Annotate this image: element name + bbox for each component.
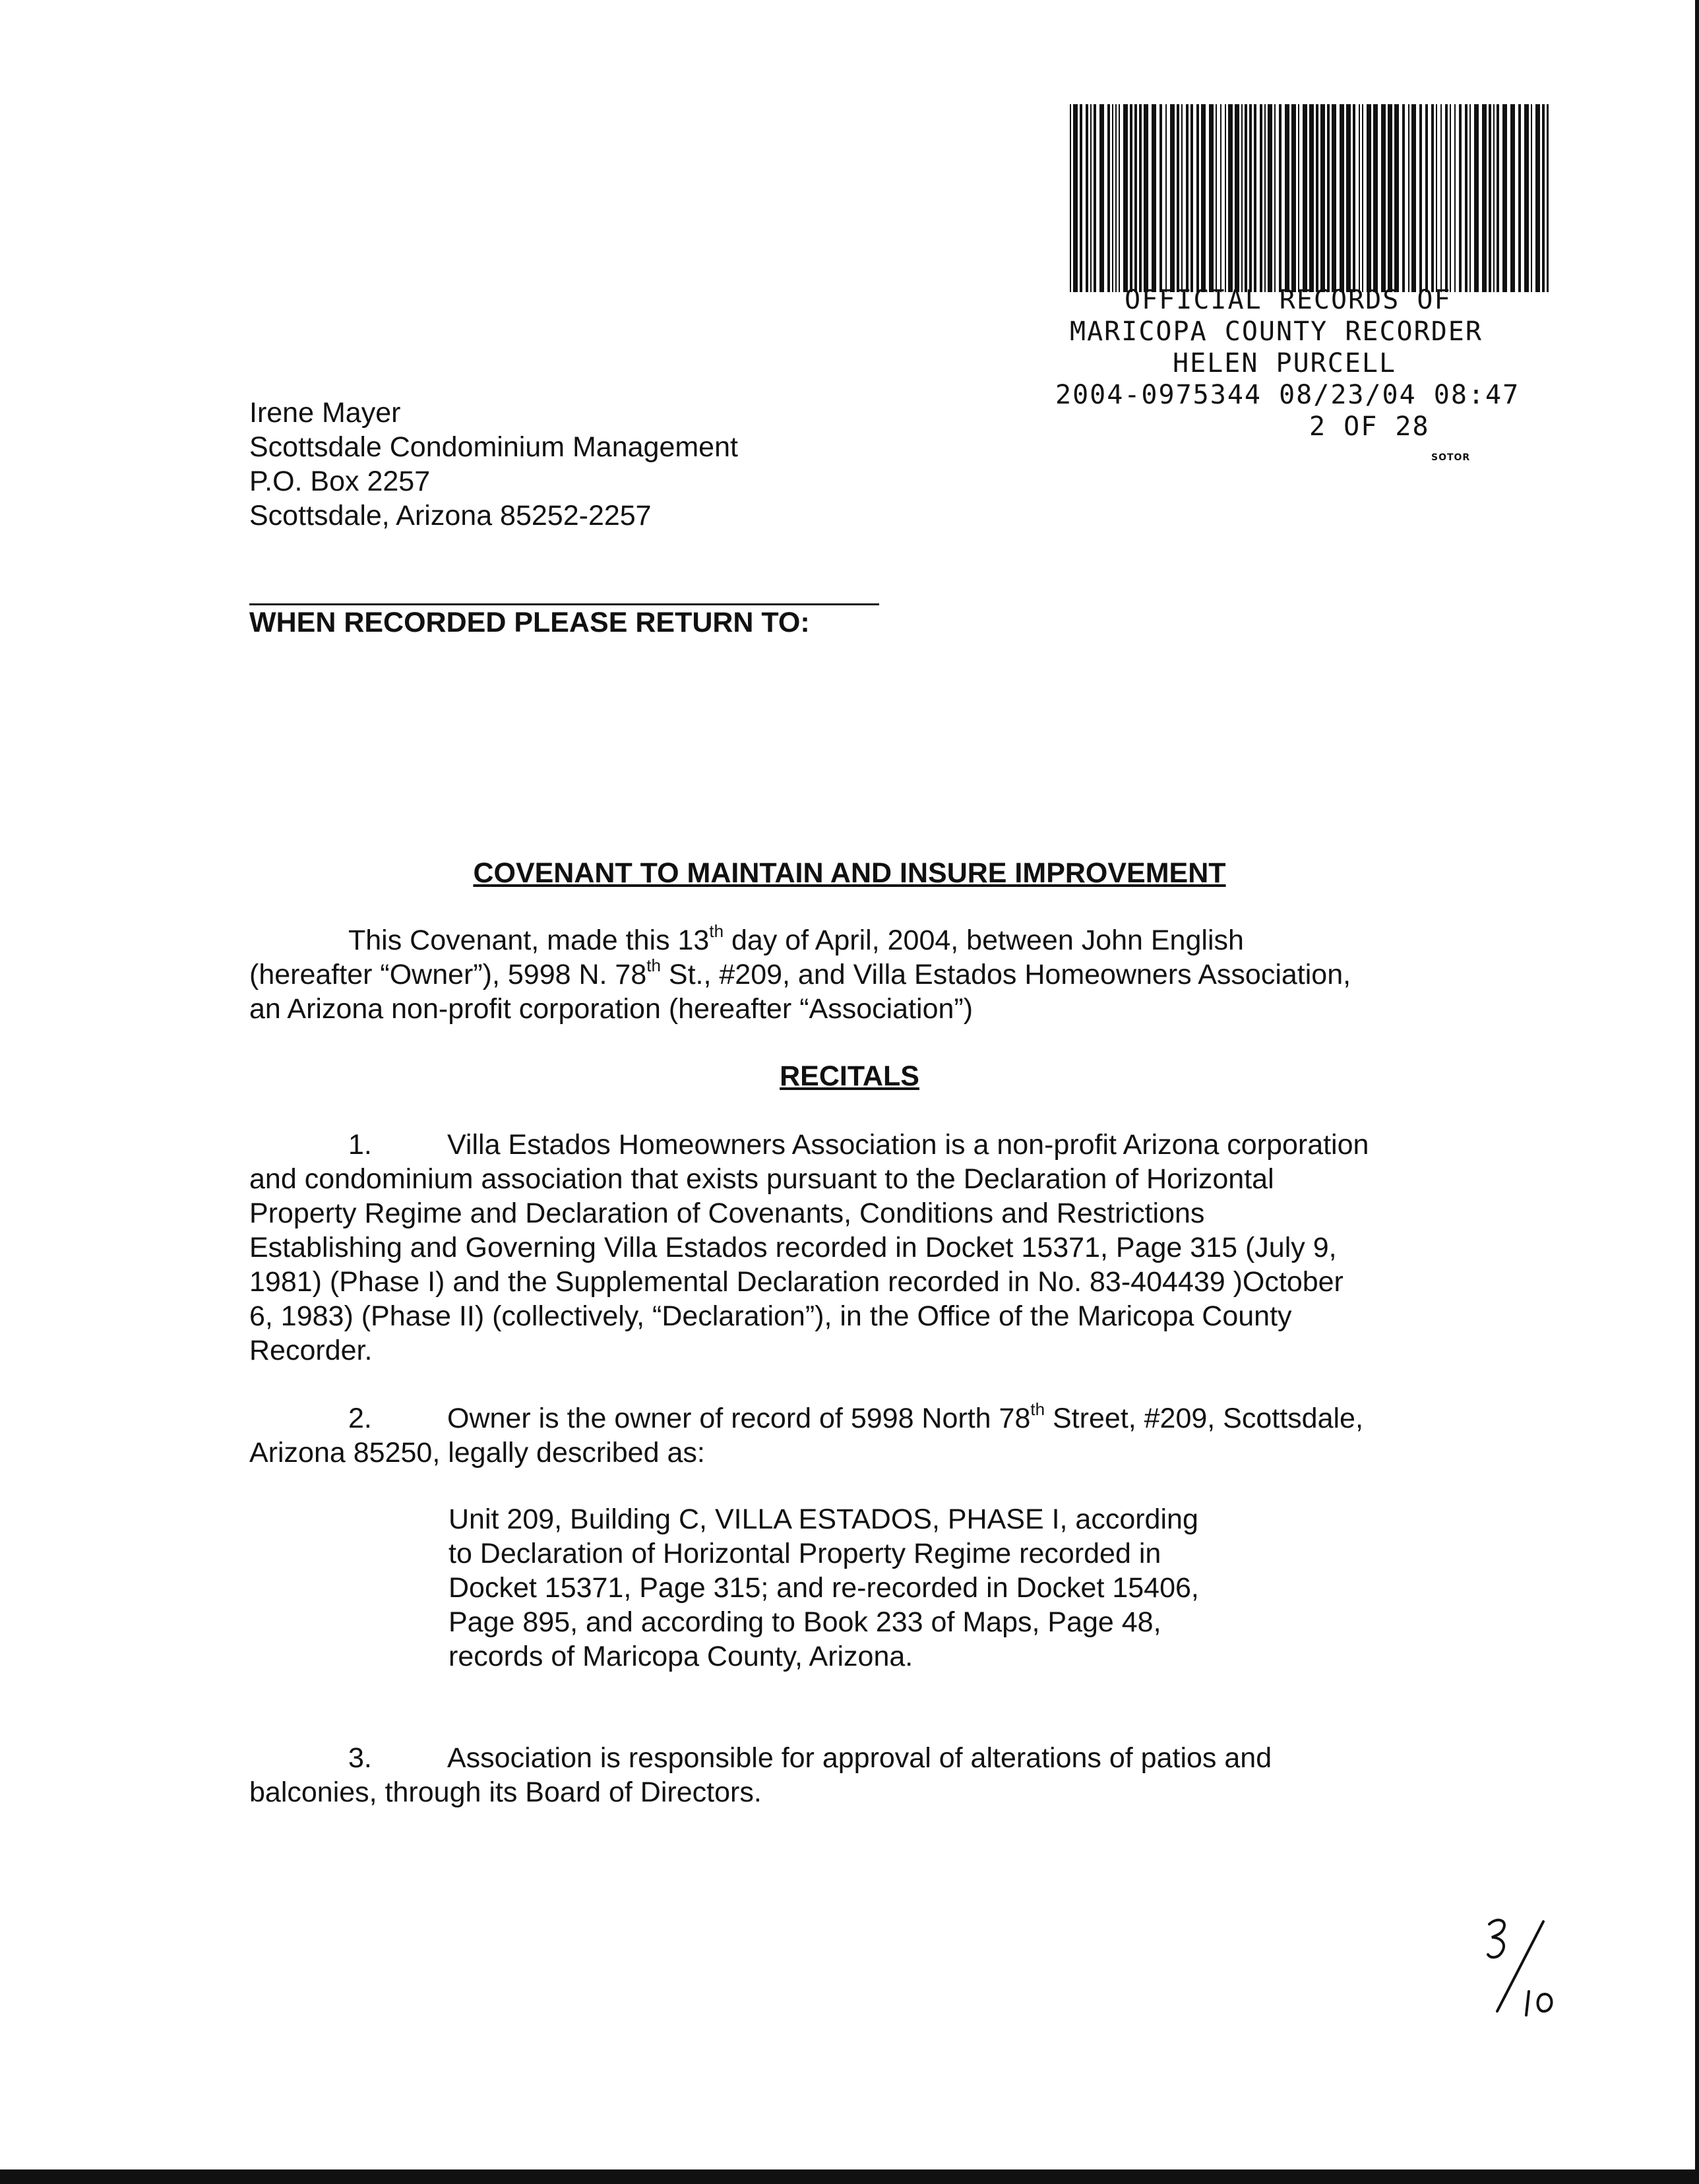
- recital-1-line-5: 1981) (Phase I) and the Supplemental Declaration recorded in No. 83-404439 )October: [249, 1266, 1344, 1298]
- recital-number: 1.: [348, 1129, 372, 1161]
- barcode-bar: [1465, 104, 1467, 292]
- recitals-heading: RECITALS: [780, 1060, 919, 1092]
- legal-line-1: Unit 209, Building C, VILLA ESTADOS, PHASE I, according: [448, 1503, 1198, 1535]
- legal-description: [448, 1502, 1199, 1674]
- intro-paragraph: [249, 923, 1463, 1026]
- barcode-bar: [1493, 104, 1495, 292]
- recording-number: 2004-0975344 08/23/04 08:47: [1055, 380, 1520, 410]
- barcode-bar: [1177, 104, 1179, 292]
- barcode-bar: [1112, 104, 1113, 292]
- barcode-bar: [1216, 104, 1217, 292]
- barcode-bar: [1181, 104, 1183, 292]
- recital-1-line-4: Establishing and Governing Villa Estados recorded in Docket 15371, Page 315 (July 9,: [249, 1232, 1337, 1263]
- barcode-bar: [1489, 104, 1491, 292]
- return-po-box: P.O. Box 2257: [249, 466, 431, 497]
- barcode-bar: [1327, 104, 1330, 292]
- recital-2-line-1: 2. Owner is the owner of record of 5998 North 78th Street, #209, Scottsdale,: [348, 1399, 1363, 1434]
- recital-2: [249, 1401, 1363, 1470]
- barcode-bar: [1373, 104, 1378, 292]
- barcode-bar: [1165, 104, 1167, 292]
- barcode-bar: [1264, 104, 1266, 292]
- intro-line-1: This Covenant, made this 13th day of April, 2004, between John English: [348, 921, 1244, 956]
- barcode-bar: [1241, 104, 1243, 292]
- legal-line-2: to Declaration of Horizontal Property Regime recorded in: [448, 1538, 1161, 1569]
- barcode-bar: [1362, 104, 1363, 292]
- barcode-bar: [1123, 104, 1128, 292]
- scan-edge-bottom: [0, 2169, 1699, 2184]
- barcode-bar: [1411, 104, 1416, 292]
- barcode-bar: [1518, 104, 1521, 292]
- barcode-bar: [1367, 104, 1371, 292]
- recital-2-line-2: Arizona 85250, legally described as:: [249, 1437, 705, 1469]
- barcode-bar: [1482, 104, 1487, 292]
- barcode-bar: [1469, 104, 1471, 292]
- barcode-bar: [1115, 104, 1117, 292]
- recorder-line-1: OFFICIAL RECORDS OF: [1125, 285, 1452, 315]
- barcode-bar: [1436, 104, 1437, 292]
- barcode-bar: [1196, 104, 1199, 292]
- barcode-bar: [1099, 104, 1104, 292]
- barcode-bar: [1316, 104, 1318, 292]
- barcode-bar: [1086, 104, 1088, 292]
- barcode: [1068, 104, 1550, 292]
- barcode-bar: [1402, 104, 1405, 292]
- barcode-bar: [1235, 104, 1239, 292]
- barcode-bar: [1542, 104, 1545, 292]
- barcode-bar: [1220, 104, 1221, 292]
- barcode-bar: [1285, 104, 1289, 292]
- barcode-bar: [1408, 104, 1409, 292]
- barcode-bar: [1144, 104, 1148, 292]
- barcode-bar: [1139, 104, 1142, 292]
- return-name: Irene Mayer: [249, 397, 401, 429]
- barcode-bar: [1201, 104, 1206, 292]
- barcode-bar: [1353, 104, 1355, 292]
- barcode-bar: [1381, 104, 1386, 292]
- recital-1-line-7: Recorder.: [249, 1335, 373, 1366]
- recital-3-line-1: 3. Association is responsible for approval of alterations of patios and: [348, 1742, 1272, 1774]
- barcode-bar: [1274, 104, 1276, 292]
- recorder-code: SOTOR: [1431, 452, 1471, 463]
- barcode-bar: [1497, 104, 1499, 292]
- barcode-bar: [1298, 104, 1299, 292]
- recorder-line-2: MARICOPA COUNTY RECORDER: [1070, 317, 1483, 347]
- barcode-bar: [1260, 104, 1262, 292]
- intro-line-3: an Arizona non-profit corporation (hereafter “Association”): [249, 993, 973, 1025]
- barcode-bar: [1524, 104, 1529, 292]
- scan-edge-right: [1695, 0, 1699, 2184]
- barcode-bar: [1320, 104, 1325, 292]
- recital-number: 3.: [348, 1742, 372, 1774]
- barcode-bar: [1228, 104, 1233, 292]
- return-address: [249, 396, 738, 533]
- intro-line-2: (hereafter “Owner”), 5998 N. 78th St., #209, and Villa Estados Homeowners Association,: [249, 955, 1351, 990]
- barcode-bar: [1394, 104, 1399, 292]
- recital-1: [249, 1128, 1369, 1368]
- recital-1-line-1: 1. Villa Estados Homeowners Association is a non-profit Arizona corporation: [348, 1129, 1369, 1161]
- recital-3: [249, 1741, 1272, 1809]
- barcode-bar: [1346, 104, 1351, 292]
- barcode-bar: [1107, 104, 1110, 292]
- return-city: Scottsdale, Arizona 85252-2257: [249, 500, 652, 531]
- barcode-bar: [1279, 104, 1282, 292]
- barcode-bar: [1474, 104, 1479, 292]
- barcode-bar: [1190, 104, 1193, 292]
- barcode-bar: [1268, 104, 1272, 292]
- barcode-bar: [1209, 104, 1214, 292]
- barcode-bar: [1303, 104, 1307, 292]
- barcode-bar: [1419, 104, 1422, 292]
- barcode-bar: [1309, 104, 1314, 292]
- barcode-bar: [1425, 104, 1428, 292]
- barcode-bar: [1254, 104, 1256, 292]
- barcode-bar: [1459, 104, 1462, 292]
- barcode-bar: [1249, 104, 1252, 292]
- barcode-bar: [1170, 104, 1175, 292]
- barcode-bar: [1080, 104, 1082, 292]
- barcode-bar: [1090, 104, 1092, 292]
- recital-number: 2.: [348, 1403, 372, 1434]
- barcode-bar: [1070, 104, 1071, 292]
- barcode-bar: [1502, 104, 1507, 292]
- barcode-bar: [1440, 104, 1442, 292]
- barcode-bar: [1094, 104, 1096, 292]
- barcode-bar: [1535, 104, 1540, 292]
- barcode-bar: [1445, 104, 1448, 292]
- recital-1-line-2: and condominium association that exists pursuant to the Declaration of Horizontal: [249, 1163, 1274, 1195]
- barcode-bar: [1119, 104, 1120, 292]
- handwritten-page-note: [1471, 1912, 1570, 2024]
- barcode-bar: [1388, 104, 1392, 292]
- barcode-bar: [1245, 104, 1247, 292]
- barcode-bar: [1454, 104, 1456, 292]
- legal-line-3: Docket 15371, Page 315; and re-recorded in Docket 15406,: [448, 1572, 1199, 1604]
- divider-rule: [249, 603, 879, 605]
- barcode-bar: [1186, 104, 1189, 292]
- barcode-bar: [1431, 104, 1434, 292]
- barcode-bar: [1332, 104, 1336, 292]
- recital-3-line-2: balconies, through its Board of Directors.: [249, 1776, 762, 1808]
- legal-line-5: records of Maricopa County, Arizona.: [448, 1641, 913, 1672]
- barcode-bar: [1073, 104, 1078, 292]
- recorder-line-3: HELEN PURCELL: [1173, 348, 1397, 379]
- barcode-bar: [1510, 104, 1515, 292]
- barcode-bar: [1130, 104, 1132, 292]
- barcode-bar: [1547, 104, 1549, 292]
- barcode-bar: [1340, 104, 1344, 292]
- recital-1-line-6: 6, 1983) (Phase II) (collectively, “Declaration”), in the Office of the Maricopa County: [249, 1300, 1292, 1332]
- barcode-bar: [1159, 104, 1162, 292]
- return-heading: WHEN RECORDED PLEASE RETURN TO:: [249, 607, 810, 638]
- barcode-bar: [1359, 104, 1360, 292]
- barcode-bar: [1225, 104, 1226, 292]
- barcode-bar: [1450, 104, 1451, 292]
- return-company: Scottsdale Condominium Management: [249, 431, 738, 463]
- barcode-bar: [1531, 104, 1532, 292]
- page-count: 2 OF 28: [1309, 411, 1430, 442]
- recital-1-line-3: Property Regime and Declaration of Covenants, Conditions and Restrictions: [249, 1198, 1205, 1229]
- document-title: COVENANT TO MAINTAIN AND INSURE IMPROVEMENT: [473, 857, 1226, 889]
- legal-line-4: Page 895, and according to Book 233 of Maps, Page 48,: [448, 1606, 1161, 1638]
- barcode-bar: [1291, 104, 1296, 292]
- barcode-bar: [1152, 104, 1156, 292]
- barcode-bar: [1134, 104, 1137, 292]
